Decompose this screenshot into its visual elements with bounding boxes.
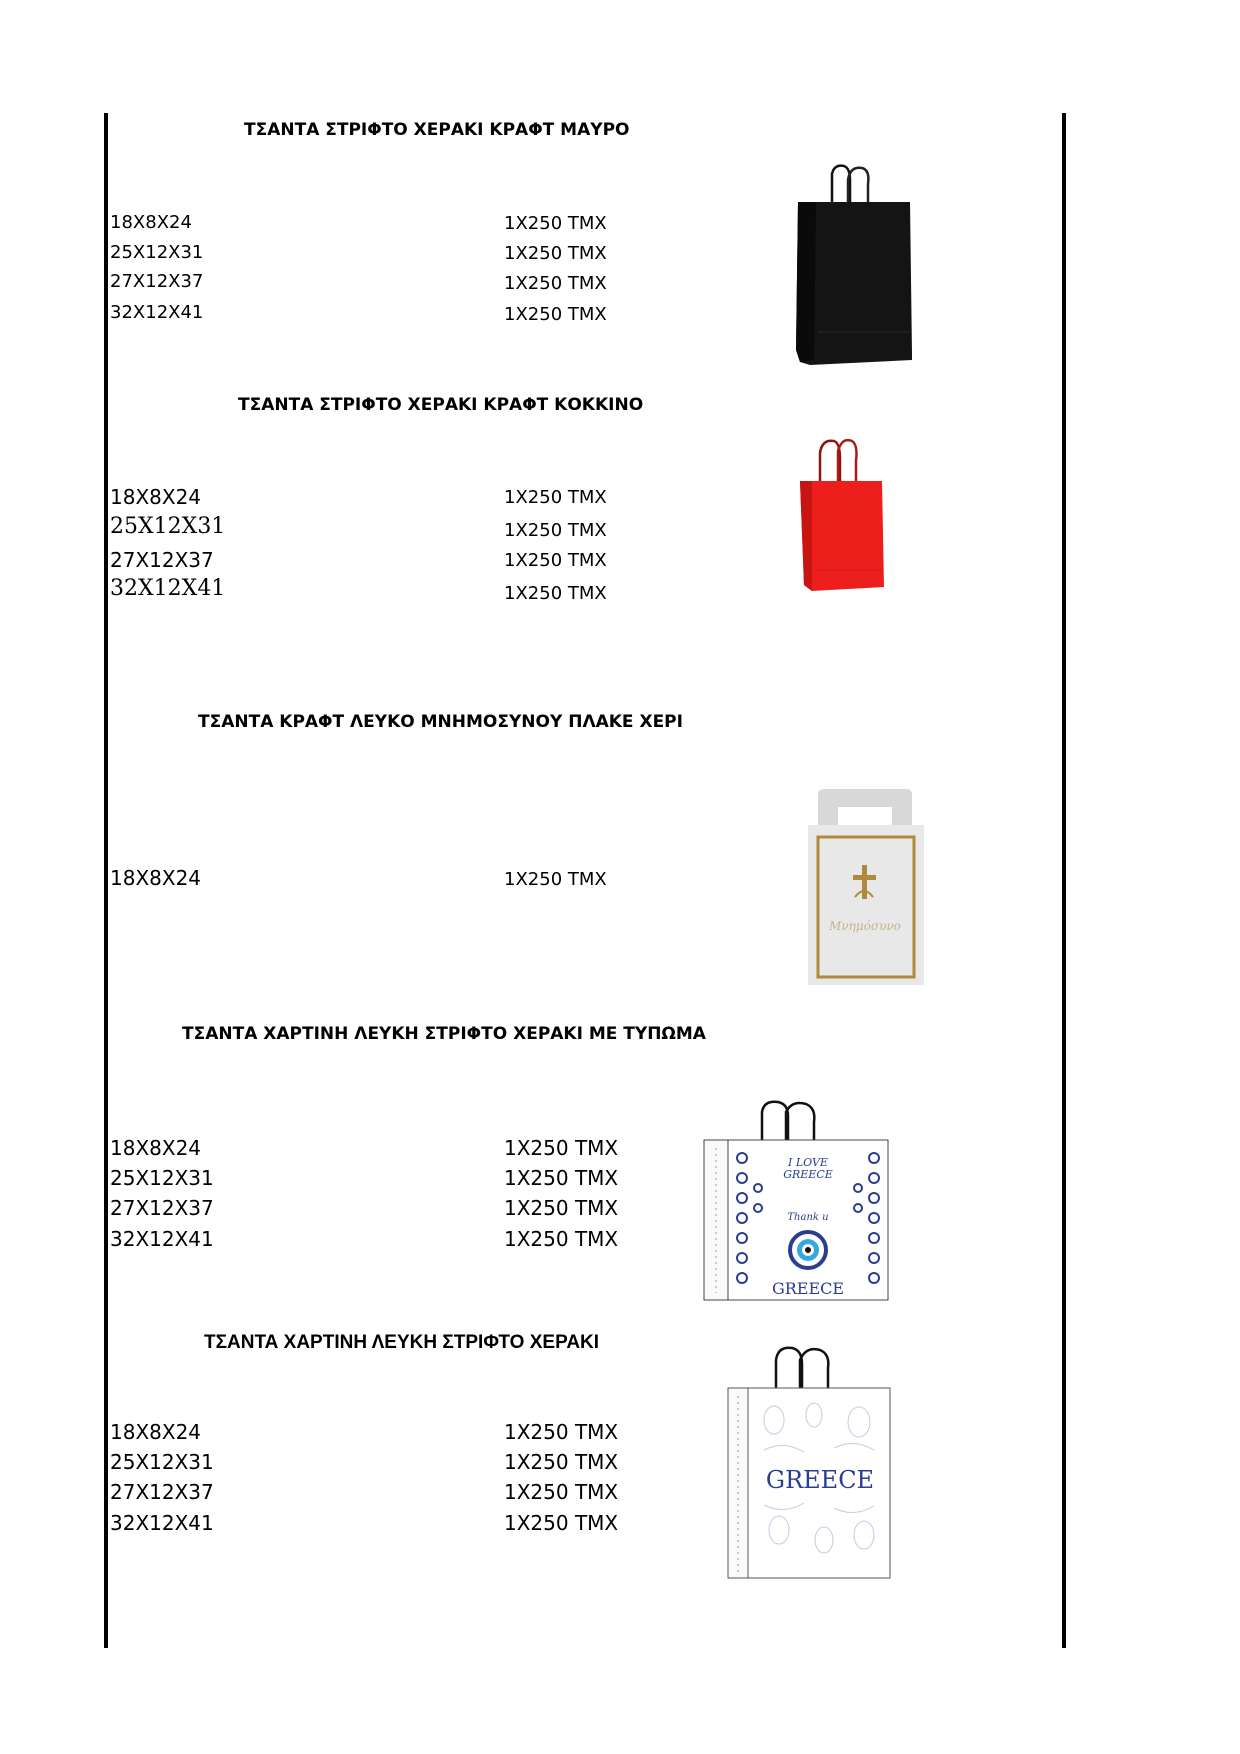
black-kraft-bag-image	[790, 160, 920, 370]
qty-value: 1X250 ΤΜΧ	[504, 1227, 619, 1251]
qty-value: 1X250 ΤΜΧ	[504, 520, 607, 541]
size-value: 27X12X37	[110, 1196, 214, 1220]
section-title: ΤΣΑΝΤΑ ΣΤΡΙΦΤΟ ΧΕΡΑΚΙ ΚΡΑΦΤ ΜΑΥΡΟ	[244, 120, 630, 140]
qty-value: 1X250 ΤΜΧ	[504, 1196, 619, 1220]
qty-value: 1X250 ΤΜΧ	[504, 487, 607, 508]
qty-value: 1X250 ΤΜΧ	[504, 1166, 619, 1190]
size-value: 18X8X24	[110, 1420, 202, 1444]
size-value: 18X8X24	[110, 866, 202, 890]
qty-value: 1X250 ΤΜΧ	[504, 1136, 619, 1160]
white-bag-text: GREECE	[765, 1466, 875, 1494]
size-value: 32X12X41	[110, 1227, 214, 1251]
size-value: 18X8X24	[110, 212, 192, 233]
size-value: 25X12X31	[110, 514, 226, 539]
size-value: 25X12X31	[110, 1450, 214, 1474]
qty-value: 1X250 ΤΜΧ	[504, 304, 607, 325]
qty-value: 1X250 ΤΜΧ	[504, 213, 607, 234]
bag-text-top: I LOVE	[788, 1156, 828, 1169]
section-title: ΤΣΑΝΤΑ ΧΑΡΤΙΝΗ ΛΕΥΚΗ ΣΤΡΙΦΤΟ ΧΕΡΑΚΙ ΜΕ ΤΥΠΩΜΑ	[182, 1024, 706, 1044]
qty-value: 1X250 ΤΜΧ	[504, 583, 607, 604]
red-kraft-bag-image	[790, 435, 900, 595]
qty-value: 1X250 ΤΜΧ	[504, 550, 607, 571]
size-value: 27X12X37	[110, 1480, 214, 1504]
size-value: 32X12X41	[110, 302, 204, 323]
qty-value: 1X250 ΤΜΧ	[504, 243, 607, 264]
left-border-line	[104, 113, 108, 1648]
size-value: 18X8X24	[110, 1136, 202, 1160]
section-title: ΤΣΑΝΤΑ ΧΑΡΤΙΝΗ ΛΕΥΚΗ ΣΤΡΙΦΤΟ ΧΕΡΑΚΙ	[204, 1332, 600, 1353]
memorial-bag-text: Μνημόσυνο	[829, 919, 901, 933]
qty-value: 1X250 ΤΜΧ	[504, 273, 607, 294]
size-value: 32X12X41	[110, 1511, 214, 1535]
section-title: ΤΣΑΝΤΑ ΣΤΡΙΦΤΟ ΧΕΡΑΚΙ ΚΡΑΦΤ ΚΟΚΚΙΝΟ	[238, 395, 644, 415]
size-value: 32X12X41	[110, 576, 226, 601]
qty-value: 1X250 ΤΜΧ	[504, 1480, 619, 1504]
qty-value: 1X250 ΤΜΧ	[504, 1420, 619, 1444]
size-value: 27X12X37	[110, 548, 214, 572]
qty-value: 1X250 ΤΜΧ	[504, 1511, 619, 1535]
qty-value: 1X250 ΤΜΧ	[504, 869, 607, 890]
size-value: 25X12X31	[110, 242, 204, 263]
bag-text-bottom: GREECE	[771, 1279, 845, 1298]
bag-text-top2: GREECE	[783, 1168, 833, 1181]
size-value: 18X8X24	[110, 485, 202, 509]
section-title: ΤΣΑΝΤΑ ΚΡΑΦΤ ΛΕΥΚΟ ΜΝΗΜΟΣΥΝΟΥ ΠΛΑΚΕ ΧΕΡΙ	[198, 712, 683, 732]
memorial-flat-handle-bag-image	[800, 785, 930, 990]
bag-text-mid: Thank u	[787, 1212, 829, 1223]
size-value: 27X12X37	[110, 271, 204, 292]
qty-value: 1X250 ΤΜΧ	[504, 1450, 619, 1474]
right-border-line	[1062, 113, 1066, 1648]
size-value: 25X12X31	[110, 1166, 214, 1190]
white-greece-bag-image	[724, 1340, 894, 1584]
printed-greece-bag-image	[700, 1098, 892, 1306]
